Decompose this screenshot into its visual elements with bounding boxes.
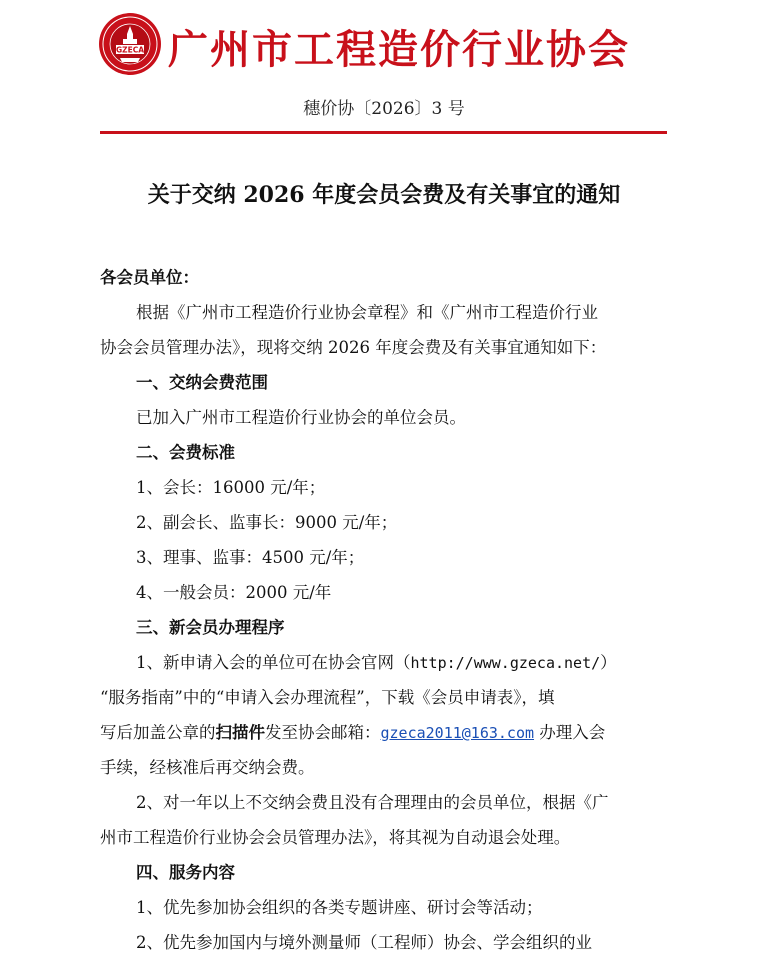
section-heading: 二、会费标准: [136, 443, 235, 462]
paragraph-line: “服务指南”中的“申请入会办理流程”，下载《会员申请表》，填: [100, 688, 555, 707]
association-seal-logo: [98, 12, 162, 76]
fee-item: 2、副会长、监事长：9000 元/年；: [136, 513, 398, 532]
service-item: 1、优先参加协会组织的各类专题讲座、研讨会等活动；: [136, 898, 543, 917]
document-title: 关于交纳 2026 年度会员会费及有关事宜的通知: [147, 182, 621, 208]
salutation: 各会员单位：: [100, 268, 199, 287]
svg-text:GZECA: GZECA: [115, 45, 145, 55]
letterhead: [98, 12, 668, 82]
email-link[interactable]: gzeca2011@163.com: [380, 724, 535, 742]
service-item: 2、优先参加国内与境外测量师（工程师）协会、学会组织的业: [136, 933, 592, 952]
website-url: http://www.gzeca.net/: [410, 654, 601, 672]
fee-item: 3、理事、监事：4500 元/年；: [136, 548, 365, 567]
paragraph-line: 协会会员管理办法》，现将交纳 2026 年度会费及有关事宜通知如下：: [100, 338, 607, 357]
paragraph-line: 手续，经核准后再交纳会费。: [100, 758, 315, 777]
document-number: 穗价协〔2026〕3 号: [303, 99, 465, 119]
paragraph-line: 写后加盖公章的扫描件发至协会邮箱：gzeca2011@163.com 办理入会: [100, 723, 606, 742]
document-body: [100, 262, 665, 962]
fee-item: 4、一般会员：2000 元/年: [136, 583, 332, 602]
fee-item: 1、会长：16000 元/年；: [136, 478, 326, 497]
red-divider: [100, 131, 667, 134]
section-heading: 三、新会员办理程序: [136, 618, 285, 637]
organization-name: 广州市工程造价行业协会: [168, 26, 630, 73]
paragraph-line: 1、新申请入会的单位可在协会官网（http://www.gzeca.net/）: [136, 653, 617, 672]
scan-copy-emphasis: 扫描件: [215, 723, 265, 742]
paragraph-line: 已加入广州市工程造价行业协会的单位会员。: [136, 408, 466, 427]
paragraph-line: 2、对一年以上不交纳会费且没有合理理由的会员单位，根据《广: [136, 793, 609, 812]
paragraph-line: 州市工程造价行业协会会员管理办法》，将其视为自动退会处理。: [100, 828, 571, 847]
paragraph-line: 根据《广州市工程造价行业协会章程》和《广州市工程造价行业: [136, 303, 598, 322]
section-heading: 四、服务内容: [136, 863, 235, 882]
section-heading: 一、交纳会费范围: [136, 373, 268, 392]
